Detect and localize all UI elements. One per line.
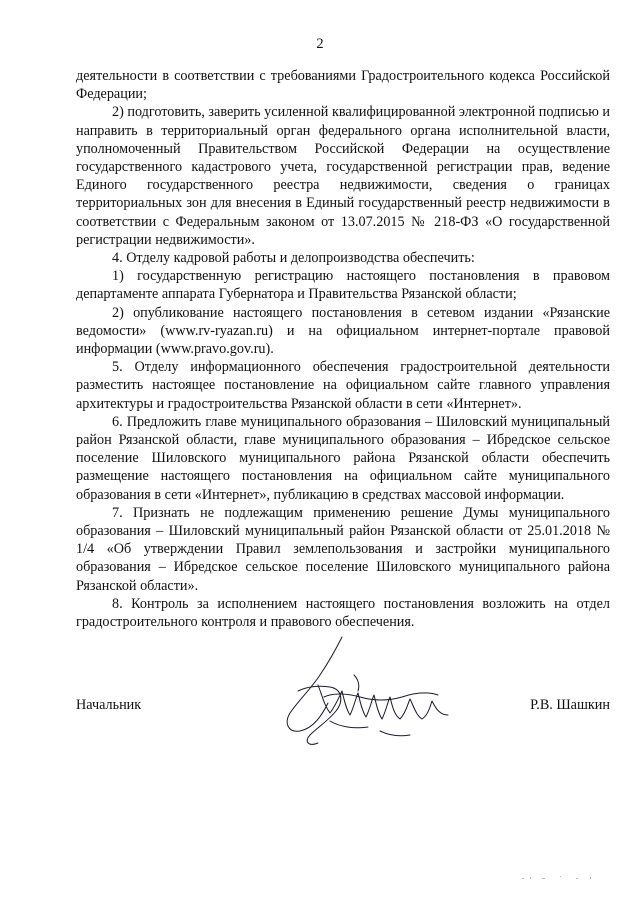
paragraph-item-2-prepare: 2) подготовить, заверить усиленной квалифицированной электронной подписью и направить в территориальный орган федерального органа исполнительной власти, уполномоченный Правительством Российской Федерации на осуществление государственного кадастрового учета, государственной регистрации прав, ведение Единого государственного реестра недвижимости, сведения о границах территориальных зон для внесения в Единый государственный реестр недвижимости в соответствии с Федеральным законом от 13.07.2015 № 218-ФЗ «О государственной регистрации недвижимости». — [76, 104, 610, 248]
paragraph-continuation: деятельности в соответствии с требованиями Градостроительного кодекса Российской Федерации; — [76, 68, 610, 103]
scan-noise-marks — [520, 872, 610, 884]
paragraph-7-duma-decision: 7. Признать не подлежащим применению решение Думы муниципального образования – Шиловский муниципальный район Рязанской области от 25.01.2018 № 1/4 «Об утверждении Правил землепользования и застройки муниципального образования – Ибредское сельское поселение Шиловского муниципального района Рязанской области». — [76, 504, 610, 594]
paragraph-5-info-department: 5. Отделу информационного обеспечения градостроительной деятельности разместить настоящее постановление на официальном сайте главного управления архитектуры и градостроительства Рязанской области в сети «Интернет». — [76, 359, 610, 412]
paragraph-4-1-registration: 1) государственную регистрацию настоящего постановления в правовом департаменте аппарата Губернатора и Правительства Рязанской области; — [76, 268, 610, 303]
signer-name: Р.В. Шашкин — [530, 697, 610, 713]
paragraph-4-hr-department: 4. Отделу кадровой работы и делопроизводства обеспечить: — [112, 250, 475, 267]
paragraph-4-2-publication: 2) опубликование настоящего постановления в сетевом издании «Рязанские ведомости» (www.rv-ryazan.ru) и на официальном интернет-портале правовой информации (www.pravo.gov.ru). — [76, 304, 610, 358]
document-body — [76, 67, 610, 631]
paragraph-8-control: 8. Контроль за исполнением настоящего постановления возложить на отдел градостроительного контроля и правового обеспечения. — [76, 595, 610, 631]
signature-block — [76, 696, 610, 716]
page-number: 2 — [316, 36, 324, 52]
signer-position: Начальник — [76, 697, 142, 713]
paragraph-6-municipal-heads: 6. Предложить главе муниципального образования – Шиловский муниципальный район Рязанской области, главе муниципального образования – Ибредское сельское поселение Шиловского муниципального района Рязанской области обеспечить размещение настоящего постановления на официальном сайте муниципального образования в сети «Интернет», публикацию в средствах массовой информации. — [76, 413, 610, 503]
